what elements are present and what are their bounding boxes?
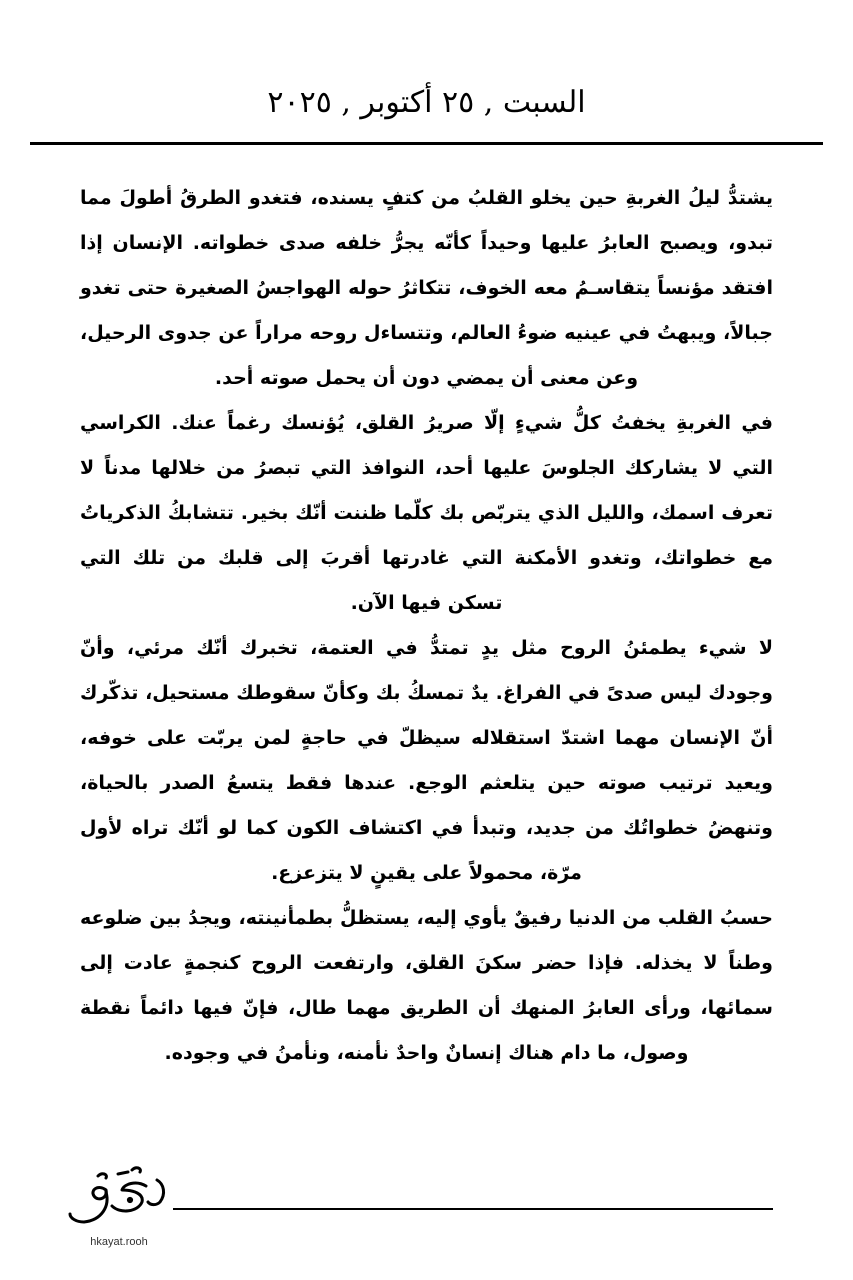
paragraph: يشتدُّ ليلُ الغربةِ حين يخلو القلبُ من كتفٍ يسنده، فتغدو الطرقُ أطولَ مما تبدو، ويصبح العابرُ عليها وحيداً كأنّه يجرُّ خلفه صدى خطواته. الإنسان إذا افتقد مؤنساً يتقاسـمُ معه الخوف، تتكاثرُ حوله الهواجسُ الصغيرة حتى تغدو جبالاً، ويبهتُ في عينيه ضوءُ العالم، وتتساءل روحه مراراً عن جدوى الرحيل، وعن معنى أن يمضي دون أن يحمل صوته أحد. [80, 187, 773, 389]
account-handle: hkayat.rooh [90, 1236, 148, 1248]
signature-logo [62, 1160, 172, 1230]
header-divider [30, 142, 823, 145]
paragraph: في الغربةِ يخفتُ كلُّ شيءٍ إلّا صريرُ القلق، يُؤنسك رغماً عنك. الكراسي التي لا يشاركك الجلوسَ عليها أحد، النوافذ التي تبصرُ من خلالها مدناً لا تعرف اسمك، والليل الذي يتربّص بك كلّما ظننت أنّك بخير. تتشابكُ الذكرياتُ مع خطواتك، وتغدو الأمكنة التي غادرتها أقربَ إلى قلبك من تلك التي تسكن فيها الآن. [80, 412, 773, 614]
date-header: السبت , ٢٥ أكتوبر , ٢٠٢٥ [267, 85, 586, 120]
paragraph: حسبُ القلب من الدنيا رفيقٌ يأوي إليه، يستظلُّ بطمأنينته، ويجدُ بين ضلوعه وطناً لا يخذله. فإذا حضر سكنَ القلق، وارتفعت الروح كنجمةٍ عادت إلى سمائها، ورأى العابرُ المنهك أن الطريق مهما طال، فإنّ فيها دائماً نقطة وصول، ما دام هناك إنسانٌ واحدٌ نأمنه، ونأمنُ في وجوده. [80, 907, 773, 1064]
footer [0, 1150, 853, 1260]
body-text [80, 176, 773, 1076]
paragraph: لا شيء يطمئنُ الروح مثل يدٍ تمتدُّ في العتمة، تخبرك أنّك مرئي، وأنّ وجودك ليس صدىً في الفراغ. يدٌ تمسكُ بك وكأنّ سقوطك مستحيل، تذكّرك أنّ الإنسان مهما اشتدّ استقلاله سيظلّ في حاجةٍ لمن يربّت على خوفه، ويعيد ترتيب صوته حين يتلعثم الوجع. عندها فقط يتسعُ الصدر بالحياة، وتنهضُ خطواتُك من جديد، وتبدأ في اكتشاف الكون كما لو أنّك تراه لأول مرّة، محمولاً على يقينٍ لا يتزعزع. [80, 637, 773, 884]
footer-divider [173, 1208, 773, 1210]
